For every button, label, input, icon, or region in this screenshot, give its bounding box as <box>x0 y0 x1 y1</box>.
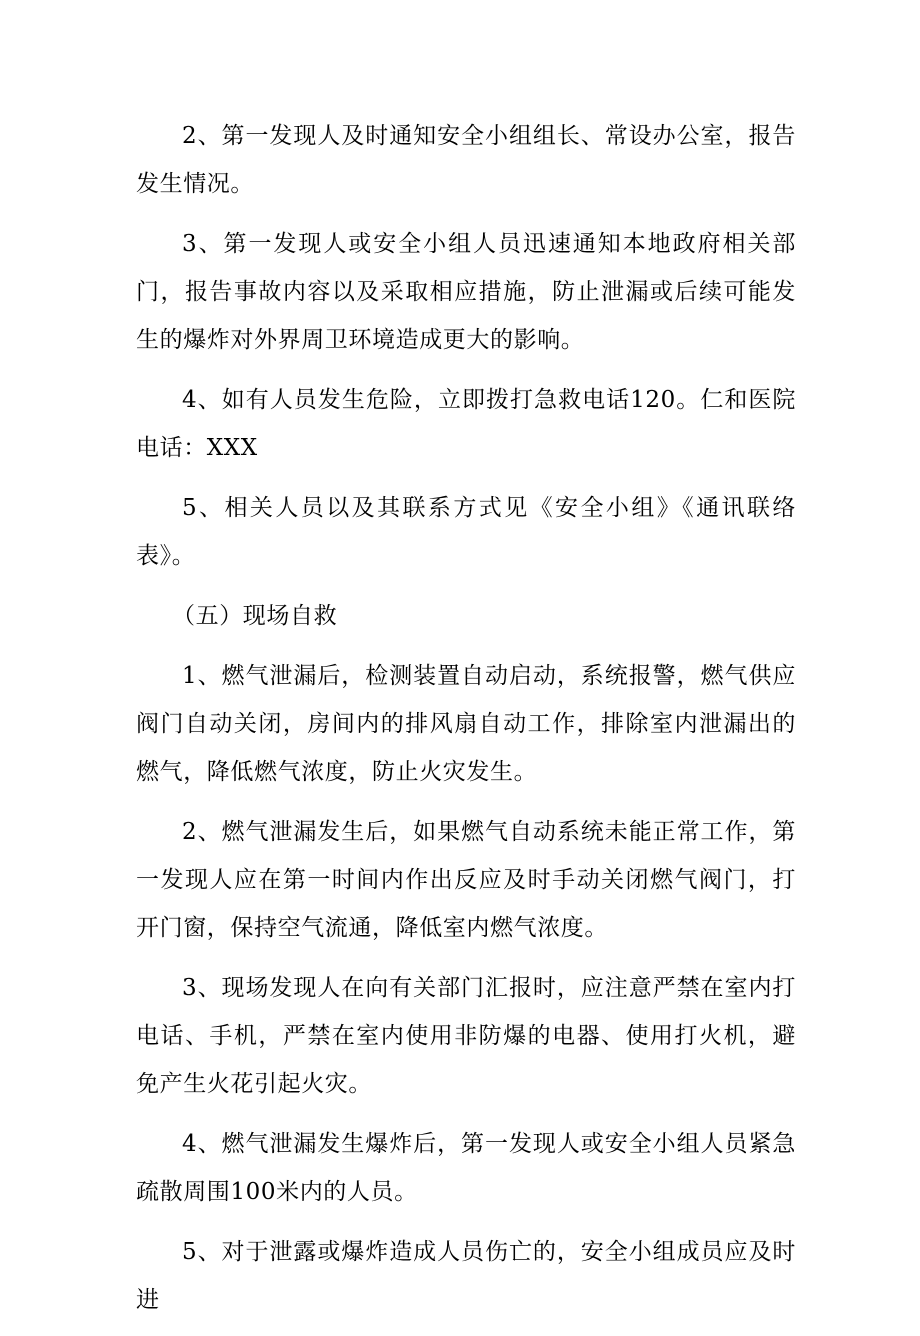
paragraph-notify-government: 3、第一发现人或安全小组人员迅速通知本地政府相关部门，报告事故内容以及采取相应措施，防止泄漏或后续可能发生的爆炸对外界周卫环境造成更大的影响。 <box>136 231 796 353</box>
paragraph-no-sparks: 3、现场发现人在向有关部门汇报时，应注意严禁在室内打电话、手机，严禁在室内使用非防爆的电器、使用打火机，避免产生火花引起火灾。 <box>136 975 796 1097</box>
paragraph-notify-leader: 2、第一发现人及时通知安全小组组长、常设办公室，报告发生情况。 <box>136 123 796 197</box>
paragraph-casualties: 5、对于泄露或爆炸造成人员伤亡的，安全小组成员应及时进 <box>136 1239 796 1313</box>
paragraph-manual-valve: 2、燃气泄漏发生后，如果燃气自动系统未能正常工作，第一发现人应在第一时间内作出反应及时手动关闭燃气阀门，打开门窗，保持空气流通，降低室内燃气浓度。 <box>136 819 796 941</box>
paragraph-contact-list: 5、相关人员以及其联系方式见《安全小组》《通讯联络表》。 <box>136 495 796 569</box>
document-body <box>136 112 796 1336</box>
section-heading-self-rescue: （五）现场自救 <box>172 603 338 629</box>
paragraph-emergency-call: 4、如有人员发生危险，立即拨打急救电话120。仁和医院电话：XXX <box>136 387 796 461</box>
paragraph-auto-detection: 1、燃气泄漏后，检测装置自动启动，系统报警，燃气供应阀门自动关闭，房间内的排风扇自动工作，排除室内泄漏出的燃气，降低燃气浓度，防止火灾发生。 <box>136 663 796 785</box>
paragraph-evacuation: 4、燃气泄漏发生爆炸后，第一发现人或安全小组人员紧急疏散周围100米内的人员。 <box>136 1131 796 1205</box>
